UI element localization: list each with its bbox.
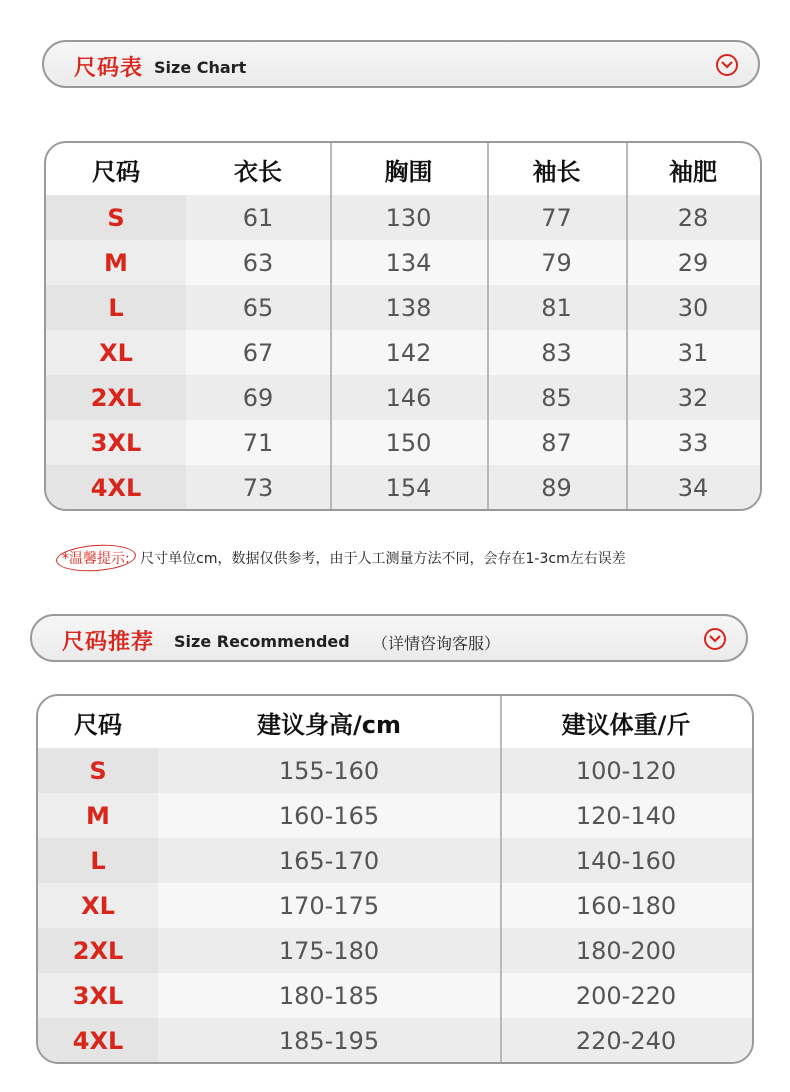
table-cell: 130	[330, 195, 487, 240]
table-header-row	[38, 696, 752, 748]
note-text: 尺寸单位cm，数据仅供参考，由于人工测量方法不同，会存在1-3cm左右误差	[140, 551, 626, 567]
column-divider	[500, 696, 502, 1062]
size-recommendation-table	[36, 694, 754, 1064]
size-label: M	[38, 793, 158, 838]
table-cell: 142	[330, 330, 487, 375]
table-cell: 31	[626, 330, 760, 375]
table-cell: 170-175	[158, 883, 500, 928]
column-divider	[330, 143, 332, 509]
table-cell: 200-220	[500, 973, 752, 1018]
table-cell: 29	[626, 240, 760, 285]
table-cell: 175-180	[158, 928, 500, 973]
table-row	[46, 465, 760, 510]
table-cell: 34	[626, 465, 760, 510]
table-row	[38, 748, 752, 793]
size-label: 4XL	[46, 465, 186, 510]
table-row	[38, 793, 752, 838]
size-label: S	[46, 195, 186, 240]
table-cell: 165-170	[158, 838, 500, 883]
table-cell: 71	[186, 420, 330, 465]
size-label: M	[46, 240, 186, 285]
table-cell: 146	[330, 375, 487, 420]
table-cell: 33	[626, 420, 760, 465]
size-label: 4XL	[38, 1018, 158, 1063]
table-row	[38, 973, 752, 1018]
table-cell: 154	[330, 465, 487, 510]
table-cell: 32	[626, 375, 760, 420]
column-header: 衣长	[234, 157, 282, 186]
size-label: 3XL	[38, 973, 158, 1018]
column-divider	[487, 143, 489, 509]
size-label: L	[46, 285, 186, 330]
table-cell: 83	[487, 330, 626, 375]
table-header-row	[46, 143, 760, 195]
table-cell: 180-200	[500, 928, 752, 973]
table-cell: 140-160	[500, 838, 752, 883]
table-cell: 69	[186, 375, 330, 420]
size-recommended-title-en: Size Recommended	[174, 632, 350, 651]
table-cell: 73	[186, 465, 330, 510]
table-cell: 77	[487, 195, 626, 240]
size-label: 3XL	[46, 420, 186, 465]
column-header: 尺码	[92, 157, 140, 186]
size-label: XL	[38, 883, 158, 928]
table-cell: 30	[626, 285, 760, 330]
column-header: 尺码	[74, 710, 122, 739]
measurement-note	[56, 548, 626, 568]
table-cell: 79	[487, 240, 626, 285]
table-cell: 180-185	[158, 973, 500, 1018]
size-label: XL	[46, 330, 186, 375]
size-chart-title-cn: 尺码表	[74, 56, 144, 81]
column-header: 胸围	[384, 157, 433, 186]
table-cell: 150	[330, 420, 487, 465]
column-header: 袖肥	[669, 157, 717, 186]
size-recommended-subtitle: （详情咨询客服）	[372, 634, 501, 653]
column-header: 建议体重/斤	[561, 710, 691, 739]
table-cell: 87	[487, 420, 626, 465]
table-cell: 63	[186, 240, 330, 285]
table-cell: 155-160	[158, 748, 500, 793]
table-row	[38, 838, 752, 883]
table-cell: 160-180	[500, 883, 752, 928]
size-recommended-title-cn: 尺码推荐	[62, 630, 155, 655]
size-chart-table	[44, 141, 762, 511]
table-row	[38, 883, 752, 928]
table-cell: 61	[186, 195, 330, 240]
table-row	[38, 928, 752, 973]
column-header: 建议身高/cm	[257, 710, 401, 739]
column-header: 袖长	[532, 157, 581, 186]
table-cell: 120-140	[500, 793, 752, 838]
size-chart-header[interactable]	[42, 40, 760, 88]
table-cell: 28	[626, 195, 760, 240]
chevron-down-icon[interactable]	[704, 628, 726, 650]
size-recommended-header[interactable]	[30, 614, 748, 662]
table-row	[38, 1018, 752, 1063]
table-cell: 160-165	[158, 793, 500, 838]
table-cell: 185-195	[158, 1018, 500, 1063]
column-divider	[626, 143, 628, 509]
note-tip-label: *温馨提示:	[56, 551, 136, 567]
chevron-down-icon[interactable]	[716, 54, 738, 76]
table-cell: 85	[487, 375, 626, 420]
size-label: 2XL	[38, 928, 158, 973]
table-cell: 220-240	[500, 1018, 752, 1063]
table-cell: 100-120	[500, 748, 752, 793]
table-row	[46, 420, 760, 465]
table-cell: 138	[330, 285, 487, 330]
table-row	[46, 285, 760, 330]
size-chart-title-en: Size Chart	[154, 58, 247, 77]
table-cell: 67	[186, 330, 330, 375]
size-label: 2XL	[46, 375, 186, 420]
table-row	[46, 195, 760, 240]
table-cell: 134	[330, 240, 487, 285]
size-label: S	[38, 748, 158, 793]
size-label: L	[38, 838, 158, 883]
table-row	[46, 375, 760, 420]
table-cell: 65	[186, 285, 330, 330]
table-cell: 89	[487, 465, 626, 510]
table-cell: 81	[487, 285, 626, 330]
table-row	[46, 330, 760, 375]
table-row	[46, 240, 760, 285]
